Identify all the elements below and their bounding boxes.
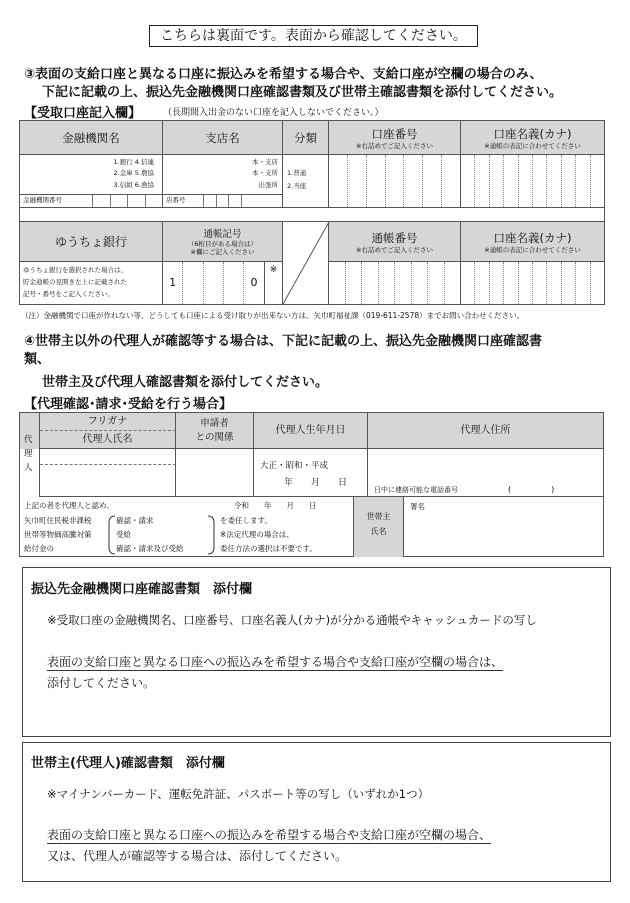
agent-name-field[interactable] — [40, 465, 176, 497]
address-field[interactable]: 日中に連絡可能な電話番号 ( ) — [368, 449, 603, 497]
section3-heading: 【受取口座記入欄】 — [24, 106, 142, 121]
section3-line2: 下記に記載の上、振込先金融機関口座確認書類及び世帯主確認書類を添付してください。 — [42, 85, 563, 100]
bank-name-header: 金融機関名 — [20, 121, 163, 155]
agent-name-header: 代理人氏名 — [40, 431, 176, 449]
right-bracket — [207, 515, 215, 555]
option-confirm-request[interactable]: 確認・請求 — [116, 516, 154, 525]
account-number-header: 口座番号 ※右詰めでご記入ください — [329, 121, 461, 155]
option-receive[interactable]: 受給 — [116, 530, 131, 539]
consent-cell: 上記の者を代理人と認め、 矢巾町住民税非課税 世帯等物価高騰対策 給付金の 確認・請求 受給 確認・請求及び受給 令和 年 月 日 を委任します。 ※法定代理の場合は、 委任方法の選択は不要です。 — [20, 497, 354, 557]
id-doc-cond2: 又は、代理人が確認等する場合は、添付してください。 — [47, 849, 348, 863]
bank-name-field[interactable]: 1.銀行 4.信連 2.金庫 5.農協 3.信組 6.漁協 — [20, 155, 163, 195]
address-header: 代理人住所 — [368, 413, 603, 449]
signature-field[interactable]: 署名 — [410, 502, 425, 511]
section4-heading: 【代理確認･請求･受給を行う場合】 — [24, 397, 233, 412]
relation-header: 申請者 との関係 — [176, 413, 254, 449]
furigana-header: フリガナ — [40, 413, 176, 431]
agent-label-cell: 代理人 — [20, 413, 40, 497]
bank-doc-attach-box — [22, 567, 611, 737]
furigana-field[interactable] — [40, 449, 176, 465]
householder-label: 世帯主 氏名 — [354, 497, 404, 557]
yucho-note: ゆうちょ銀行を選択された場合は、 貯金通帳の見開き左上に記載された 記号・番号をご記入ください。 — [20, 262, 163, 305]
section4-line1: ④世帯主以外の代理人が確認等する場合は、下記に記載の上、振込先金融機関口座確認書 — [24, 334, 543, 349]
birthdate-field[interactable]: 大正・昭和・平成 年 月 日 — [254, 449, 368, 497]
left-bracket — [108, 515, 116, 555]
yucho-divider — [283, 222, 329, 305]
bank-doc-item: ※受取口座の金融機関名、口座番号、口座名義人(カナ)が分かる通帳やキャッシュカードの写し — [47, 613, 537, 627]
bank-code-field[interactable]: 金融機関番号 — [20, 195, 163, 208]
category-header: 分類 — [283, 121, 329, 155]
bank-account-table — [19, 120, 605, 305]
id-doc-item: ※マイナンバーカード、運転免許証、パスポート等の写し（いずれか1つ） — [47, 787, 430, 801]
notice-banner: こちらは裏面です。表面から確認してください。 — [149, 25, 478, 47]
bank-doc-cond2: 添付してください。 — [47, 676, 156, 690]
passbook-symbol-header: 通帳記号 （6桁目がある場合は） ※欄にご記入ください — [163, 222, 283, 262]
passbook-number-header: 通帳番号 ※右詰めでご記入ください — [329, 222, 461, 262]
id-doc-attach-box — [22, 742, 611, 882]
id-doc-title: 世帯主(代理人)確認書類 添付欄 — [31, 756, 225, 771]
yucho-holder-header: 口座名義(カナ) ※通帳の表記に合わせてください — [461, 222, 605, 262]
account-holder-header: 口座名義(カナ) ※通帳の表記に合わせてください — [461, 121, 605, 155]
passbook-symbol-field[interactable]: 1 0 ※ — [163, 262, 283, 305]
birthdate-header: 代理人生年月日 — [254, 413, 368, 449]
account-number-field[interactable] — [329, 155, 461, 208]
account-holder-field[interactable] — [461, 155, 605, 208]
bank-doc-title: 振込先金融機関口座確認書類 添付欄 — [31, 582, 253, 597]
yucho-header: ゆうちょ銀行 — [20, 222, 163, 262]
category-field[interactable]: 1.普通 2.当座 — [283, 155, 329, 208]
id-doc-cond1: 表面の支給口座と異なる口座への振込みを希望する場合や支給口座が空欄の場合、 — [47, 828, 492, 842]
option-all[interactable]: 確認・請求及び受給 — [116, 544, 184, 553]
passbook-number-field[interactable] — [329, 262, 461, 305]
diagonal-line — [283, 222, 329, 304]
branch-code-field[interactable]: 店番号 — [163, 195, 283, 208]
branch-name-header: 支店名 — [163, 121, 283, 155]
branch-name-field[interactable]: 本・支店 本・支所 出張所 — [163, 155, 283, 195]
yucho-holder-field[interactable] — [461, 262, 605, 305]
section3-line1: ③表面の支給口座と異なる口座に振込みを希望する場合や、支給口座が空欄の場合のみ、 — [24, 67, 543, 82]
bank-doc-cond1: 表面の支給口座と異なる口座への振込みを希望する場合や支給口座が空欄の場合は、 — [47, 655, 504, 669]
section4-line2: 世帯主及び代理人確認書類を添付してください。 — [42, 375, 329, 390]
consent-date[interactable]: 令和 年 月 日 — [234, 501, 317, 510]
section4-line1b: 類、 — [24, 352, 51, 367]
section3-heading-note: （長期間入出金のない口座を記入しないでください。） — [163, 108, 384, 118]
section3-footnote: （注）金融機関で口座が作れない等、どうしても口座による受け取りが出来ない方は、矢巾町福祉課（019-611-2578）までお問い合わせください。 — [21, 311, 525, 320]
relation-field[interactable] — [176, 449, 254, 497]
agent-table — [19, 412, 604, 557]
